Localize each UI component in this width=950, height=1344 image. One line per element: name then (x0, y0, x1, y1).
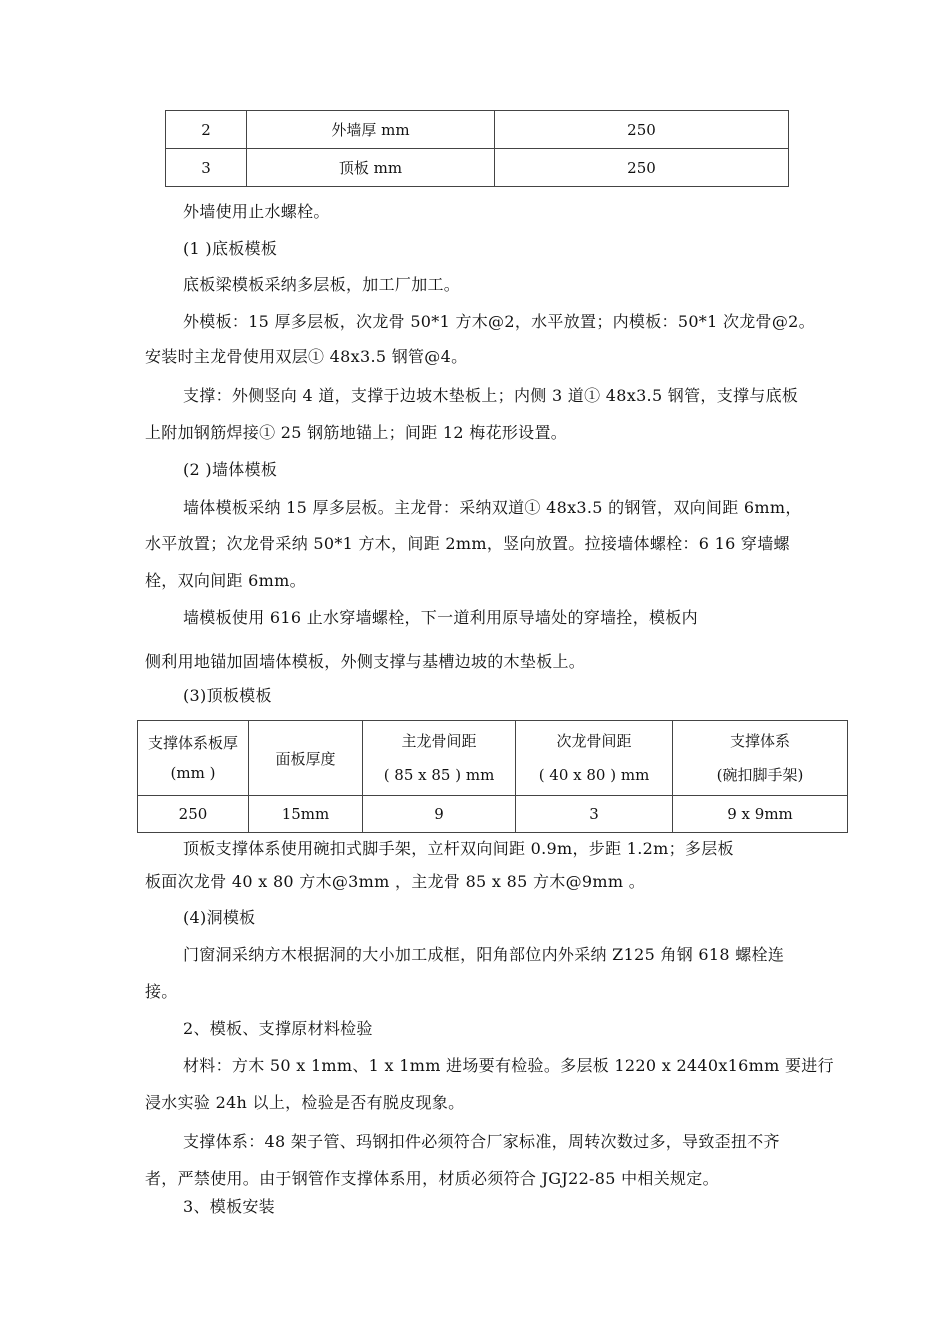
support-system-table (137, 720, 848, 833)
table-cell: 9 (363, 796, 516, 833)
header-cell-line: ( 40 x 80 ) mm (538, 766, 650, 784)
header-cell-line: 支撑体系 (729, 732, 790, 750)
row-number: 2 (166, 111, 247, 149)
paragraph: 门窗洞采纳方木根据洞的大小加工成框，阳角部位内外采纳 Z125 角钢 618 螺栓连 (183, 945, 785, 964)
paragraph: 板面次龙骨 40 x 80 方木@3mm ，主龙骨 85 x 85 方木@9mm 。 (145, 872, 645, 891)
table-row (138, 796, 848, 833)
section-heading: (2 )墙体模板 (183, 460, 278, 479)
item-name: 顶板 mm (247, 149, 495, 187)
item-value: 250 (495, 111, 789, 149)
table-cell: 15mm (249, 796, 363, 833)
table-row (166, 149, 789, 187)
item-value: 250 (495, 149, 789, 187)
paragraph: 安装时主龙骨使用双层① 48x3.5 钢管@4。 (145, 347, 468, 366)
paragraph: 墙模板使用 616 止水穿墙螺栓，下一道利用原导墙处的穿墙拴，模板内 (183, 608, 698, 627)
header-cell (363, 721, 516, 796)
paragraph: 顶板支撑体系使用碗扣式脚手架，立杆双向间距 0.9m，步距 1.2m；多层板 (183, 839, 734, 858)
paragraph: 上附加钢筋焊接① 25 钢筋地锚上；间距 12 梅花形设置。 (145, 423, 568, 442)
table-row (166, 111, 789, 149)
paragraph: 材料：方木 50 x 1mm、1 x 1mm 进场要有检验。多层板 1220 x 2440x16mm 要进行 (183, 1056, 834, 1075)
table-header-row (138, 721, 848, 796)
section-heading: (3)顶板模板 (183, 686, 272, 705)
paragraph: 水平放置；次龙骨采纳 50*1 方木，间距 2mm，竖向放置。拉接墙体螺栓：6 16 穿墙螺 (145, 534, 790, 553)
header-cell (138, 721, 249, 796)
paragraph: 浸水实验 24h 以上，检验是否有脱皮现象。 (145, 1093, 465, 1112)
paragraph: 者，严禁使用。由于钢管作支撑体系用，材质必须符合 JGJ22-85 中相关规定。 (145, 1169, 719, 1188)
header-cell-line: 支撑体系板厚 (147, 734, 238, 752)
header-cell (516, 721, 673, 796)
paragraph: 支撑：外侧竖向 4 道，支撑于边坡木垫板上；内侧 3 道① 48x3.5 钢管，支撑与底板 (183, 386, 799, 405)
section-heading: 2、模板、支撑原材料检验 (183, 1019, 373, 1038)
header-cell-line: 主龙骨间距 (401, 732, 477, 750)
table-cell: 250 (138, 796, 249, 833)
paragraph: 底板梁模板采纳多层板，加工厂加工。 (183, 275, 461, 294)
section-heading: 3、模板安装 (183, 1197, 275, 1216)
section-heading: (1 )底板模板 (183, 239, 278, 258)
paragraph: 栓，双向间距 6mm。 (145, 571, 306, 590)
header-cell-line: ( 85 x 85 ) mm (383, 766, 495, 784)
header-cell-line: 次龙骨间距 (556, 732, 632, 750)
paragraph: 墙体模板采纳 15 厚多层板。主龙骨：采纳双道① 48x3.5 的钢管，双向间距 6mm， (183, 498, 802, 517)
header-cell (673, 721, 848, 796)
paragraph: 接。 (145, 982, 178, 1001)
table-cell: 3 (516, 796, 673, 833)
paragraph: 外模板：15 厚多层板，次龙骨 50*1 方木@2，水平放置；内模板：50*1 次龙骨@2。 (183, 312, 815, 331)
header-cell-line: (mm ) (170, 764, 216, 782)
wall-thickness-table (165, 110, 789, 187)
paragraph: 侧利用地锚加固墙体模板，外侧支撑与基槽边坡的木垫板上。 (145, 652, 586, 671)
paragraph: 支撑体系：48 架子管、玛钢扣件必须符合厂家标准，周转次数过多，导致歪扭不齐 (183, 1132, 780, 1151)
table-cell: 9 x 9mm (673, 796, 848, 833)
section-heading: (4)洞模板 (183, 908, 256, 927)
item-name: 外墙厚 mm (247, 111, 495, 149)
header-cell-line: (碗扣脚手架) (716, 766, 804, 784)
row-number: 3 (166, 149, 247, 187)
header-cell: 面板厚度 (249, 721, 363, 796)
paragraph: 外墙使用止水螺栓。 (183, 202, 330, 221)
